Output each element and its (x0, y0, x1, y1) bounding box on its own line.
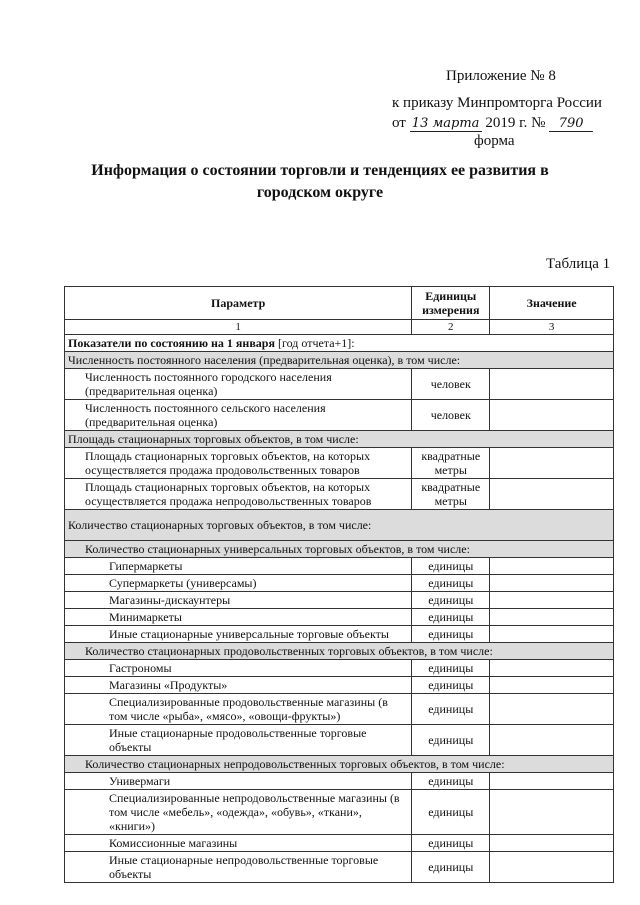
group-label: Количество стационарных универсальных торговых объектов, в том числе: (65, 541, 614, 558)
table-row (65, 609, 614, 626)
value-cell[interactable] (490, 773, 614, 790)
group-row (65, 431, 614, 448)
param-cell: Иные стационарные универсальные торговые объекты (65, 626, 412, 643)
table-row (65, 677, 614, 694)
table-row (65, 400, 614, 431)
param-cell: Супермаркеты (универсамы) (65, 575, 412, 592)
value-cell[interactable] (490, 575, 614, 592)
group-row (65, 352, 614, 369)
order-year: 2019 г. № (485, 115, 546, 131)
unit-cell: единицы (412, 694, 490, 725)
group-label: Количество стационарных непродовольственных торговых объектов, в том числе: (65, 756, 614, 773)
table-row (65, 835, 614, 852)
col-number: 3 (490, 320, 614, 335)
group-row (65, 510, 614, 541)
unit-cell: человек (412, 400, 490, 431)
value-cell[interactable] (490, 694, 614, 725)
value-cell[interactable] (490, 592, 614, 609)
unit-cell: единицы (412, 835, 490, 852)
param-cell: Магазины-дискаунтеры (65, 592, 412, 609)
value-cell[interactable] (490, 626, 614, 643)
param-cell: Численность постоянного сельского населения (предварительная оценка) (65, 400, 412, 431)
unit-cell: единицы (412, 790, 490, 835)
unit-cell: единицы (412, 558, 490, 575)
value-cell[interactable] (490, 790, 614, 835)
unit-cell: квадратные метры (412, 479, 490, 510)
table-row (65, 592, 614, 609)
param-cell: Иные стационарные продовольственные торговые объекты (65, 725, 412, 756)
table-row (65, 694, 614, 725)
table-row (65, 369, 614, 400)
group-row (65, 756, 614, 773)
value-cell[interactable] (490, 835, 614, 852)
param-cell: Комиссионные магазины (65, 835, 412, 852)
handwritten-date: 13 марта (410, 117, 482, 132)
col-number: 1 (65, 320, 412, 335)
value-cell[interactable] (490, 369, 614, 400)
form-label: форма (474, 133, 515, 149)
group-row (65, 643, 614, 660)
document-title: Информация о состоянии торговли и тенденциях ее развития в городском округе (91, 162, 549, 201)
param-cell: Специализированные продовольственные магазины (в том числе «рыба», «мясо», «овощи-фрукты») (65, 694, 412, 725)
value-cell[interactable] (490, 448, 614, 479)
value-cell[interactable] (490, 558, 614, 575)
section-title-rest: [год отчета+1]: (274, 336, 355, 350)
table-row (65, 479, 614, 510)
unit-cell: единицы (412, 626, 490, 643)
order-reference: к приказу Минпромторга России (392, 95, 602, 111)
table-row (65, 558, 614, 575)
group-label: Количество стационарных продовольственных торговых объектов, в том числе: (65, 643, 614, 660)
group-label: Численность постоянного населения (предварительная оценка), в том числе: (65, 352, 614, 369)
value-cell[interactable] (490, 852, 614, 883)
param-cell: Магазины «Продукты» (65, 677, 412, 694)
trade-info-table (64, 286, 614, 883)
header-units: Единицы измерения (412, 287, 490, 320)
value-cell[interactable] (490, 725, 614, 756)
unit-cell: единицы (412, 575, 490, 592)
param-cell: Площадь стационарных торговых объектов, на которых осуществляется продажа непродовольственных товаров (65, 479, 412, 510)
group-label: Количество стационарных торговых объектов, в том числе: (65, 510, 614, 541)
group-label: Площадь стационарных торговых объектов, в том числе: (65, 431, 614, 448)
param-cell: Универмаги (65, 773, 412, 790)
param-cell: Иные стационарные непродовольственные торговые объекты (65, 852, 412, 883)
unit-cell: единицы (412, 725, 490, 756)
order-date-line (392, 115, 593, 132)
table-header-row (65, 287, 614, 320)
unit-cell: единицы (412, 677, 490, 694)
date-prefix: от (392, 115, 406, 131)
value-cell[interactable] (490, 479, 614, 510)
table-row (65, 790, 614, 835)
section-title-bold: Показатели по состоянию на 1 января (68, 336, 275, 350)
header-param: Параметр (65, 287, 412, 320)
table-label: Таблица 1 (546, 256, 611, 272)
unit-cell: единицы (412, 660, 490, 677)
table-row (65, 773, 614, 790)
value-cell[interactable] (490, 660, 614, 677)
unit-cell: квадратные метры (412, 448, 490, 479)
table-row (65, 626, 614, 643)
unit-cell: единицы (412, 609, 490, 626)
param-cell: Численность постоянного городского населения (предварительная оценка) (65, 369, 412, 400)
param-cell: Гипермаркеты (65, 558, 412, 575)
col-number: 2 (412, 320, 490, 335)
table-row (65, 725, 614, 756)
table-row (65, 448, 614, 479)
param-cell: Площадь стационарных торговых объектов, на которых осуществляется продажа продовольственных товаров (65, 448, 412, 479)
handwritten-order-number: 790 (549, 117, 593, 132)
appendix-number: Приложение № 8 (446, 68, 556, 84)
value-cell[interactable] (490, 677, 614, 694)
unit-cell: единицы (412, 852, 490, 883)
unit-cell: единицы (412, 592, 490, 609)
table-row (65, 852, 614, 883)
param-cell: Гастрономы (65, 660, 412, 677)
value-cell[interactable] (490, 609, 614, 626)
section-title-row (65, 335, 614, 352)
value-cell[interactable] (490, 400, 614, 431)
param-cell: Специализированные непродовольственные магазины (в том числе «мебель», «одежда», «обувь», «ткани», «книги») (65, 790, 412, 835)
unit-cell: человек (412, 369, 490, 400)
section-title (65, 335, 614, 352)
table-row (65, 575, 614, 592)
header-value: Значение (490, 287, 614, 320)
unit-cell: единицы (412, 773, 490, 790)
column-numbers-row (65, 320, 614, 335)
group-row (65, 541, 614, 558)
table-row (65, 660, 614, 677)
param-cell: Минимаркеты (65, 609, 412, 626)
